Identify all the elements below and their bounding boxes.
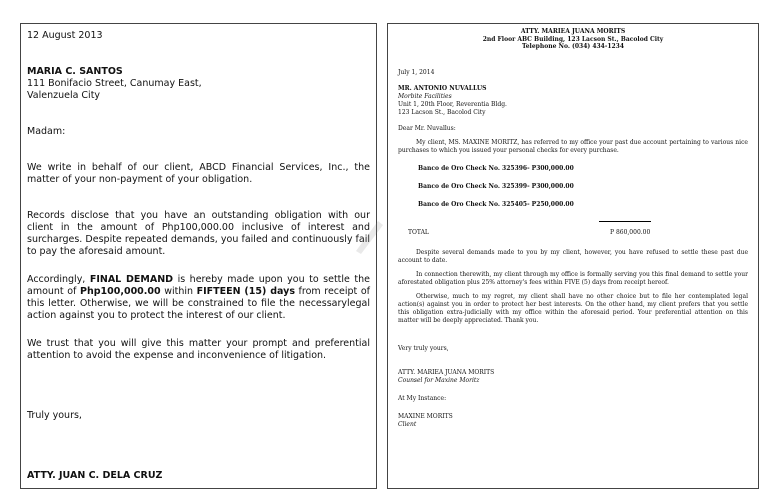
watermark-pen-icon xyxy=(352,215,386,255)
left-closing: Truly yours, xyxy=(27,410,82,421)
right-paragraph-4: Otherwise, much to my regret, my client shall have no other choice but to file her contemplated legal action(s) against you in order to protect her best interests. On the other hand, my client prefers that you settle this obligation extra-judicially with my office within the aforesaid period. Your preferential attention on this matter will be deeply appreciated. Thank you. xyxy=(398,292,748,324)
p3-text-3: within xyxy=(160,286,197,297)
total-row xyxy=(398,221,748,236)
left-paragraph-3 xyxy=(27,274,370,322)
right-salutation: Dear Mr. Nuvallus: xyxy=(398,124,456,132)
left-signatory: ATTY. JUAN C. DELA CRUZ xyxy=(27,470,163,481)
total-rule xyxy=(599,221,651,222)
right-recipient-addr2: 123 Lacson St., Bacolod City xyxy=(398,108,486,116)
left-recipient-name: MARIA C. SANTOS xyxy=(27,66,123,77)
left-paragraph-1: We write in behalf of our client, ABCD Financial Services, Inc., the matter of your non-payment of your obligation. xyxy=(27,162,370,185)
right-closing: Very truly yours, xyxy=(398,344,449,352)
letterhead-name: ATTY. MARIEA JUANA MORITS xyxy=(520,28,626,35)
left-address-line2: Valenzuela City xyxy=(27,90,101,101)
right-signatory: ATTY. MARIEA JUANA MORITS xyxy=(398,368,495,376)
p3-text-4: from receipt of this letter. Otherwise, we will be constrained to file the necessarylegal action against you to protect the interest of our client. xyxy=(27,286,371,321)
client-role: Client xyxy=(398,420,417,428)
p3-text-2: is hereby made upon you to settle the amount of xyxy=(27,274,370,297)
check-line-2: Banco de Oro Check No. 325399- P300,000.00 xyxy=(418,182,574,190)
right-letter-page xyxy=(387,23,759,489)
demand-amount: Php100,000.00 xyxy=(80,286,161,297)
check-line-3: Banco de Oro Check No. 325405- P250,000.00 xyxy=(418,200,574,208)
right-signatory-role: Counsel for Maxine Moritz xyxy=(398,376,480,384)
right-paragraph-3: In connection therewith, my client through my office is formally serving you this final demand to settle your aforestated obligation plus 25% attorney's fees within FIVE (5) days from receipt hereof. xyxy=(398,270,748,286)
right-date: July 1, 2014 xyxy=(398,68,435,76)
demand-period: FIFTEEN (15) days xyxy=(196,286,295,297)
client-name: MAXINE MORITS xyxy=(398,412,453,420)
left-salutation: Madam: xyxy=(27,126,66,137)
left-letter-page xyxy=(20,23,377,489)
letterhead-address: 2nd Floor ABC Building, 123 Lacson St., Bacolod City xyxy=(482,35,664,43)
conforme-label: At My Instance: xyxy=(398,394,447,402)
left-address-line1: 111 Bonifacio Street, Canumay East, xyxy=(27,78,202,89)
left-date: 12 August 2013 xyxy=(27,30,103,41)
left-paragraph-2: Records disclose that you have an outstanding obligation with our client in the amount of Php100,000.00 inclusive of interest and surcharges. Despite repeated demands, you failed and continuously fail to pay the aforesaid amount. xyxy=(27,210,370,257)
p3-text-1: Accordingly, xyxy=(27,274,90,285)
check-line-1: Banco de Oro Check No. 325396- P300,000.00 xyxy=(418,164,574,172)
right-paragraph-1: My client, MS. MAXINE MORITZ, has referred to my office your past due account pertaining to various nice purchases to which you issued your personal checks for every purchase. xyxy=(398,138,748,154)
total-value: P 860,000.00 xyxy=(610,228,651,236)
total-label: TOTAL xyxy=(408,228,429,236)
right-recipient-addr1: Unit 1, 20th Floor, Reverentia Bldg. xyxy=(398,100,507,108)
right-recipient-name: MR. ANTONIO NUVALLUS xyxy=(398,84,487,92)
right-recipient-company: Morbite Facilities xyxy=(398,92,452,100)
letterhead-phone: Telephone No. (034) 434-1234 xyxy=(521,43,625,50)
left-paragraph-4: We trust that you will give this matter your prompt and preferential attention to avoid the expense and inconvenience of litigation. xyxy=(27,338,370,361)
right-paragraph-2: Despite several demands made to you by my client, however, you have refused to settle these past due account to date. xyxy=(398,248,748,264)
final-demand-label: FINAL DEMAND xyxy=(89,274,174,285)
